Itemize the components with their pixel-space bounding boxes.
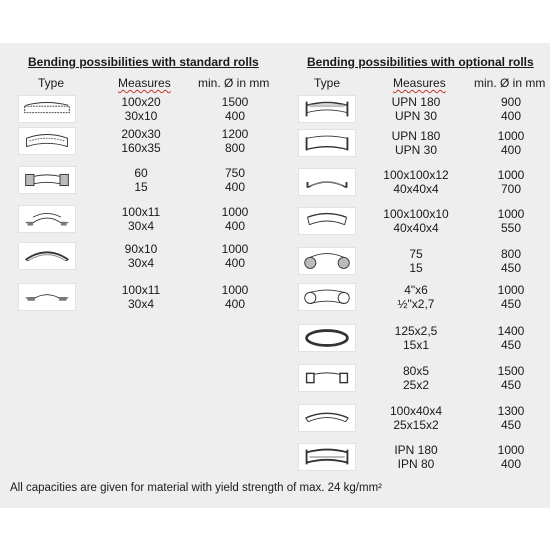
optional-measures-cell: UPN 180 UPN 30 bbox=[391, 95, 441, 123]
angle-reverse-profile-icon bbox=[298, 207, 356, 235]
optional-row bbox=[0, 283, 550, 321]
optional-min-cell: 800 450 bbox=[500, 247, 522, 275]
ipn-beam-profile-icon bbox=[298, 443, 356, 471]
optional-row bbox=[0, 364, 550, 402]
angle-profile-icon bbox=[298, 168, 356, 196]
standard-min-cell: 1000 400 bbox=[221, 283, 249, 311]
standard-min-cell: 1200 800 bbox=[221, 127, 249, 155]
round-bar-profile-icon bbox=[298, 247, 356, 275]
optional-measures-cell: 75 15 bbox=[409, 247, 423, 275]
optional-measures-cell: 80x5 25x2 bbox=[402, 364, 430, 392]
optional-row bbox=[0, 207, 550, 245]
optional-min-cell: 1000 400 bbox=[497, 129, 525, 157]
optional-row bbox=[0, 443, 550, 481]
standard-min-cell: 1000 400 bbox=[221, 205, 249, 233]
square-tube-profile-icon bbox=[298, 364, 356, 392]
optional-measures-cell: 100x100x12 40x40x4 bbox=[383, 168, 449, 196]
footnote: All capacities are given for material with yield strength of max. 24 kg/mm² bbox=[10, 482, 382, 494]
upn-channel-reverse-profile-icon bbox=[298, 129, 356, 157]
optional-measures-cell: 4"x6 ½"x2,7 bbox=[397, 283, 435, 311]
standard-measures-cell: 200x30 160x35 bbox=[121, 127, 161, 155]
standard-rolls-title: Bending possibilities with standard rolls bbox=[28, 55, 259, 69]
standard-measures-cell: 100x11 30x4 bbox=[121, 205, 161, 233]
optional-min-cell: 1000 450 bbox=[497, 283, 525, 311]
optional-min-cell: 1000 700 bbox=[497, 168, 525, 196]
optional-measures-cell: 100x100x10 40x40x4 bbox=[383, 207, 449, 235]
optional-rolls-title: Bending possibilities with optional rolls bbox=[307, 55, 534, 69]
tube-ring-profile-icon bbox=[298, 324, 356, 352]
optional-row bbox=[0, 129, 550, 167]
optional-type-header: Type bbox=[314, 76, 341, 90]
standard-measures-cell: 60 15 bbox=[134, 166, 148, 194]
optional-measures-cell: IPN 180 IPN 80 bbox=[394, 443, 438, 471]
optional-row bbox=[0, 324, 550, 362]
optional-row bbox=[0, 95, 550, 133]
standard-min-header: min. Ø in mm bbox=[198, 76, 270, 90]
standard-min-cell: 1500 400 bbox=[221, 95, 249, 123]
upn-channel-profile-icon bbox=[298, 95, 356, 123]
standard-measures-header: Measures bbox=[118, 76, 171, 90]
standard-min-cell: 1000 400 bbox=[221, 242, 249, 270]
rectangular-tube-profile-icon bbox=[298, 404, 356, 432]
optional-measures-cell: UPN 180 UPN 30 bbox=[391, 129, 441, 157]
standard-measures-cell: 100x11 30x4 bbox=[121, 283, 161, 311]
optional-row bbox=[0, 404, 550, 442]
optional-min-cell: 900 400 bbox=[500, 95, 522, 123]
standard-min-cell: 750 400 bbox=[224, 166, 246, 194]
optional-min-header: min. Ø in mm bbox=[474, 76, 546, 90]
optional-measures-cell: 125x2,5 15x1 bbox=[394, 324, 438, 352]
optional-min-cell: 1000 550 bbox=[497, 207, 525, 235]
optional-measures-cell: 100x40x4 25x15x2 bbox=[389, 404, 443, 432]
round-tube-profile-icon bbox=[298, 283, 356, 311]
optional-min-cell: 1000 400 bbox=[497, 443, 525, 471]
optional-min-cell: 1300 450 bbox=[497, 404, 525, 432]
optional-row bbox=[0, 247, 550, 285]
optional-min-cell: 1500 450 bbox=[497, 364, 525, 392]
standard-measures-cell: 90x10 30x4 bbox=[124, 242, 158, 270]
standard-measures-cell: 100x20 30x10 bbox=[121, 95, 161, 123]
optional-min-cell: 1400 450 bbox=[497, 324, 525, 352]
standard-type-header: Type bbox=[38, 76, 65, 90]
optional-measures-header: Measures bbox=[393, 76, 446, 90]
optional-row bbox=[0, 168, 550, 206]
